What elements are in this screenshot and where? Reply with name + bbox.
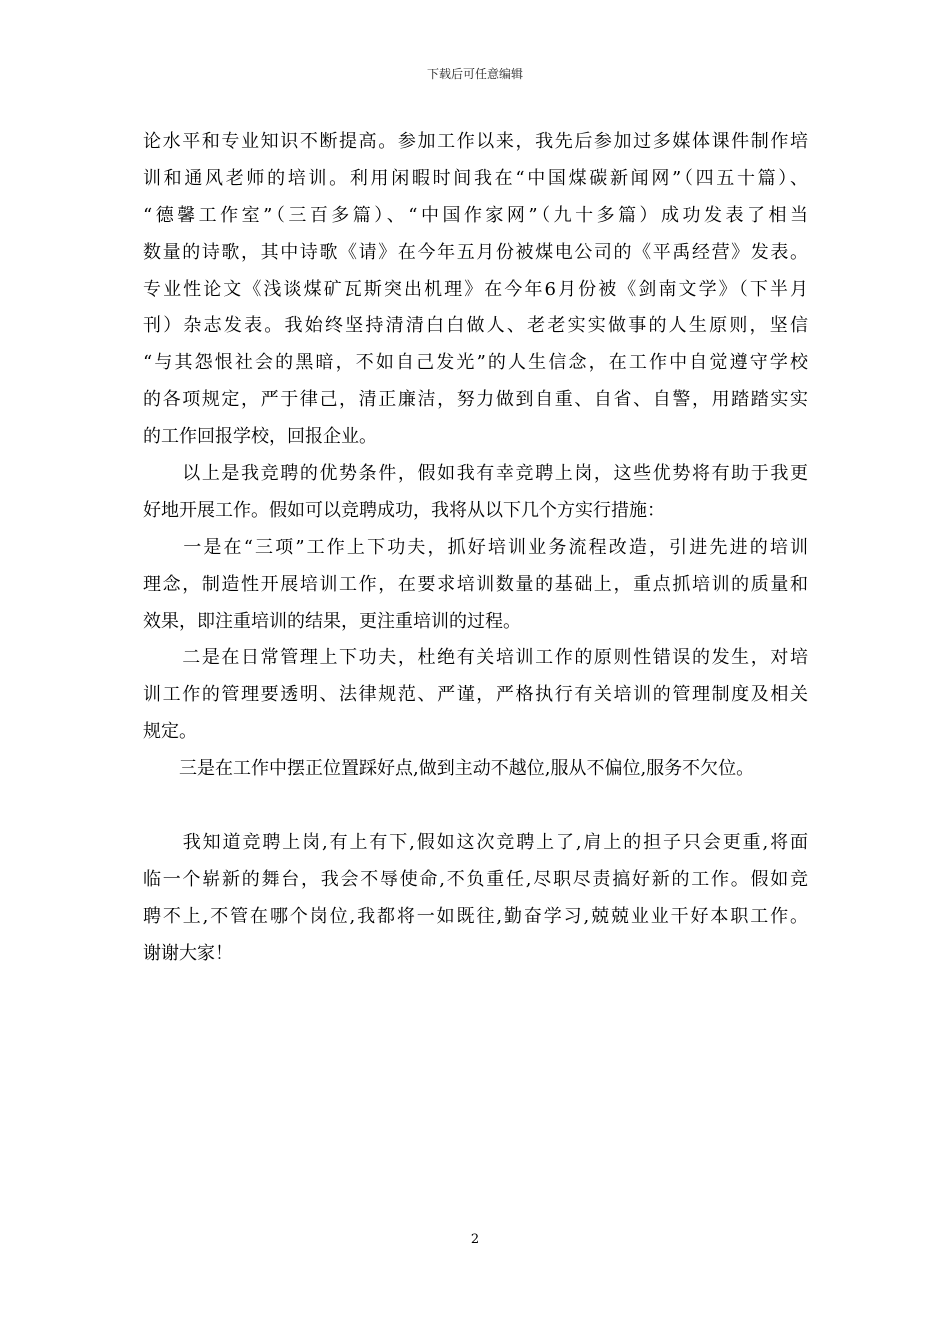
paragraph <box>143 640 808 751</box>
text-line: 二是在日常管理上下功夫，杜绝有关培训工作的原则性错误的发生，对培 <box>143 647 808 669</box>
text-line: 一是在“三项”工作上下功夫，抓好培训业务流程改造，引进先进的培训 <box>143 536 808 558</box>
text-line: 的各项规定，严于律己，清正廉洁，努力做到自重、自省、自警，用踏踏实实 <box>143 389 808 411</box>
text-line: “德馨工作室”（三百多篇）、“中国作家网”（九十多篇）成功发表了相当 <box>143 204 808 226</box>
text-line: 我知道竞聘上岗,有上有下,假如这次竞聘上了,肩上的担子只会更重,将面 <box>143 831 808 853</box>
text-line: 以上是我竞聘的优势条件，假如我有幸竞聘上岗，这些优势将有助于我更 <box>143 463 808 485</box>
text-line: 临一个崭新的舞台，我会不辱使命,不负重任,尽职尽责搞好新的工作。假如竞 <box>143 868 808 890</box>
text-line: 论水平和专业知识不断提高。参加工作以来，我先后参加过多媒体课件制作培 <box>143 131 808 152</box>
text-line: 训工作的管理要透明、法律规范、严谨，严格执行有关培训的管理制度及相关 <box>143 684 808 706</box>
text-line: 理念，制造性开展培训工作，在要求培训数量的基础上，重点抓培训的质量和 <box>143 573 808 595</box>
paragraph-spacer <box>143 788 808 825</box>
text-line: 刊）杂志发表。我始终坚持清清白白做人、老老实实做事的人生原则，坚信 <box>143 315 808 337</box>
paragraph <box>143 456 808 530</box>
text-line: 数量的诗歌，其中诗歌《请》在今年五月份被煤电公司的《平禹经营》发表。 <box>143 241 808 263</box>
paragraph <box>143 530 808 641</box>
text-line: 效果，即注重培训的结果，更注重培训的过程。 <box>143 610 521 632</box>
paragraph <box>143 751 808 788</box>
text-line: 的工作回报学校，回报企业。 <box>143 426 377 448</box>
paragraph <box>143 825 808 973</box>
text-line: 三是在工作中摆正位置踩好点,做到主动不越位,服从不偏位,服务不欠位。 <box>143 758 755 780</box>
text-line: 专业性论文《浅谈煤矿瓦斯突出机理》在今年6月份被《剑南文学》（下半月 <box>143 278 808 300</box>
text-line: 训和通风老师的培训。利用闲暇时间我在“中国煤碳新闻网”（四五十篇）、 <box>143 167 808 189</box>
text-line: 聘不上,不管在哪个岗位,我都将一如既往,勤奋学习,兢兢业业干好本职工作。 <box>143 905 808 927</box>
text-line: “与其怨恨社会的黑暗，不如自己发光”的人生信念，在工作中自觉遵守学校 <box>143 352 808 374</box>
document-body <box>143 124 808 972</box>
text-line: 规定。 <box>143 721 197 743</box>
paragraph <box>143 124 808 456</box>
page-header: 下载后可任意编辑 <box>426 67 523 81</box>
page-number: 2 <box>470 1232 480 1247</box>
text-line: 好地开展工作。假如可以竞聘成功，我将从以下几个方实行措施： <box>143 499 665 521</box>
text-line: 谢谢大家！ <box>143 942 233 964</box>
